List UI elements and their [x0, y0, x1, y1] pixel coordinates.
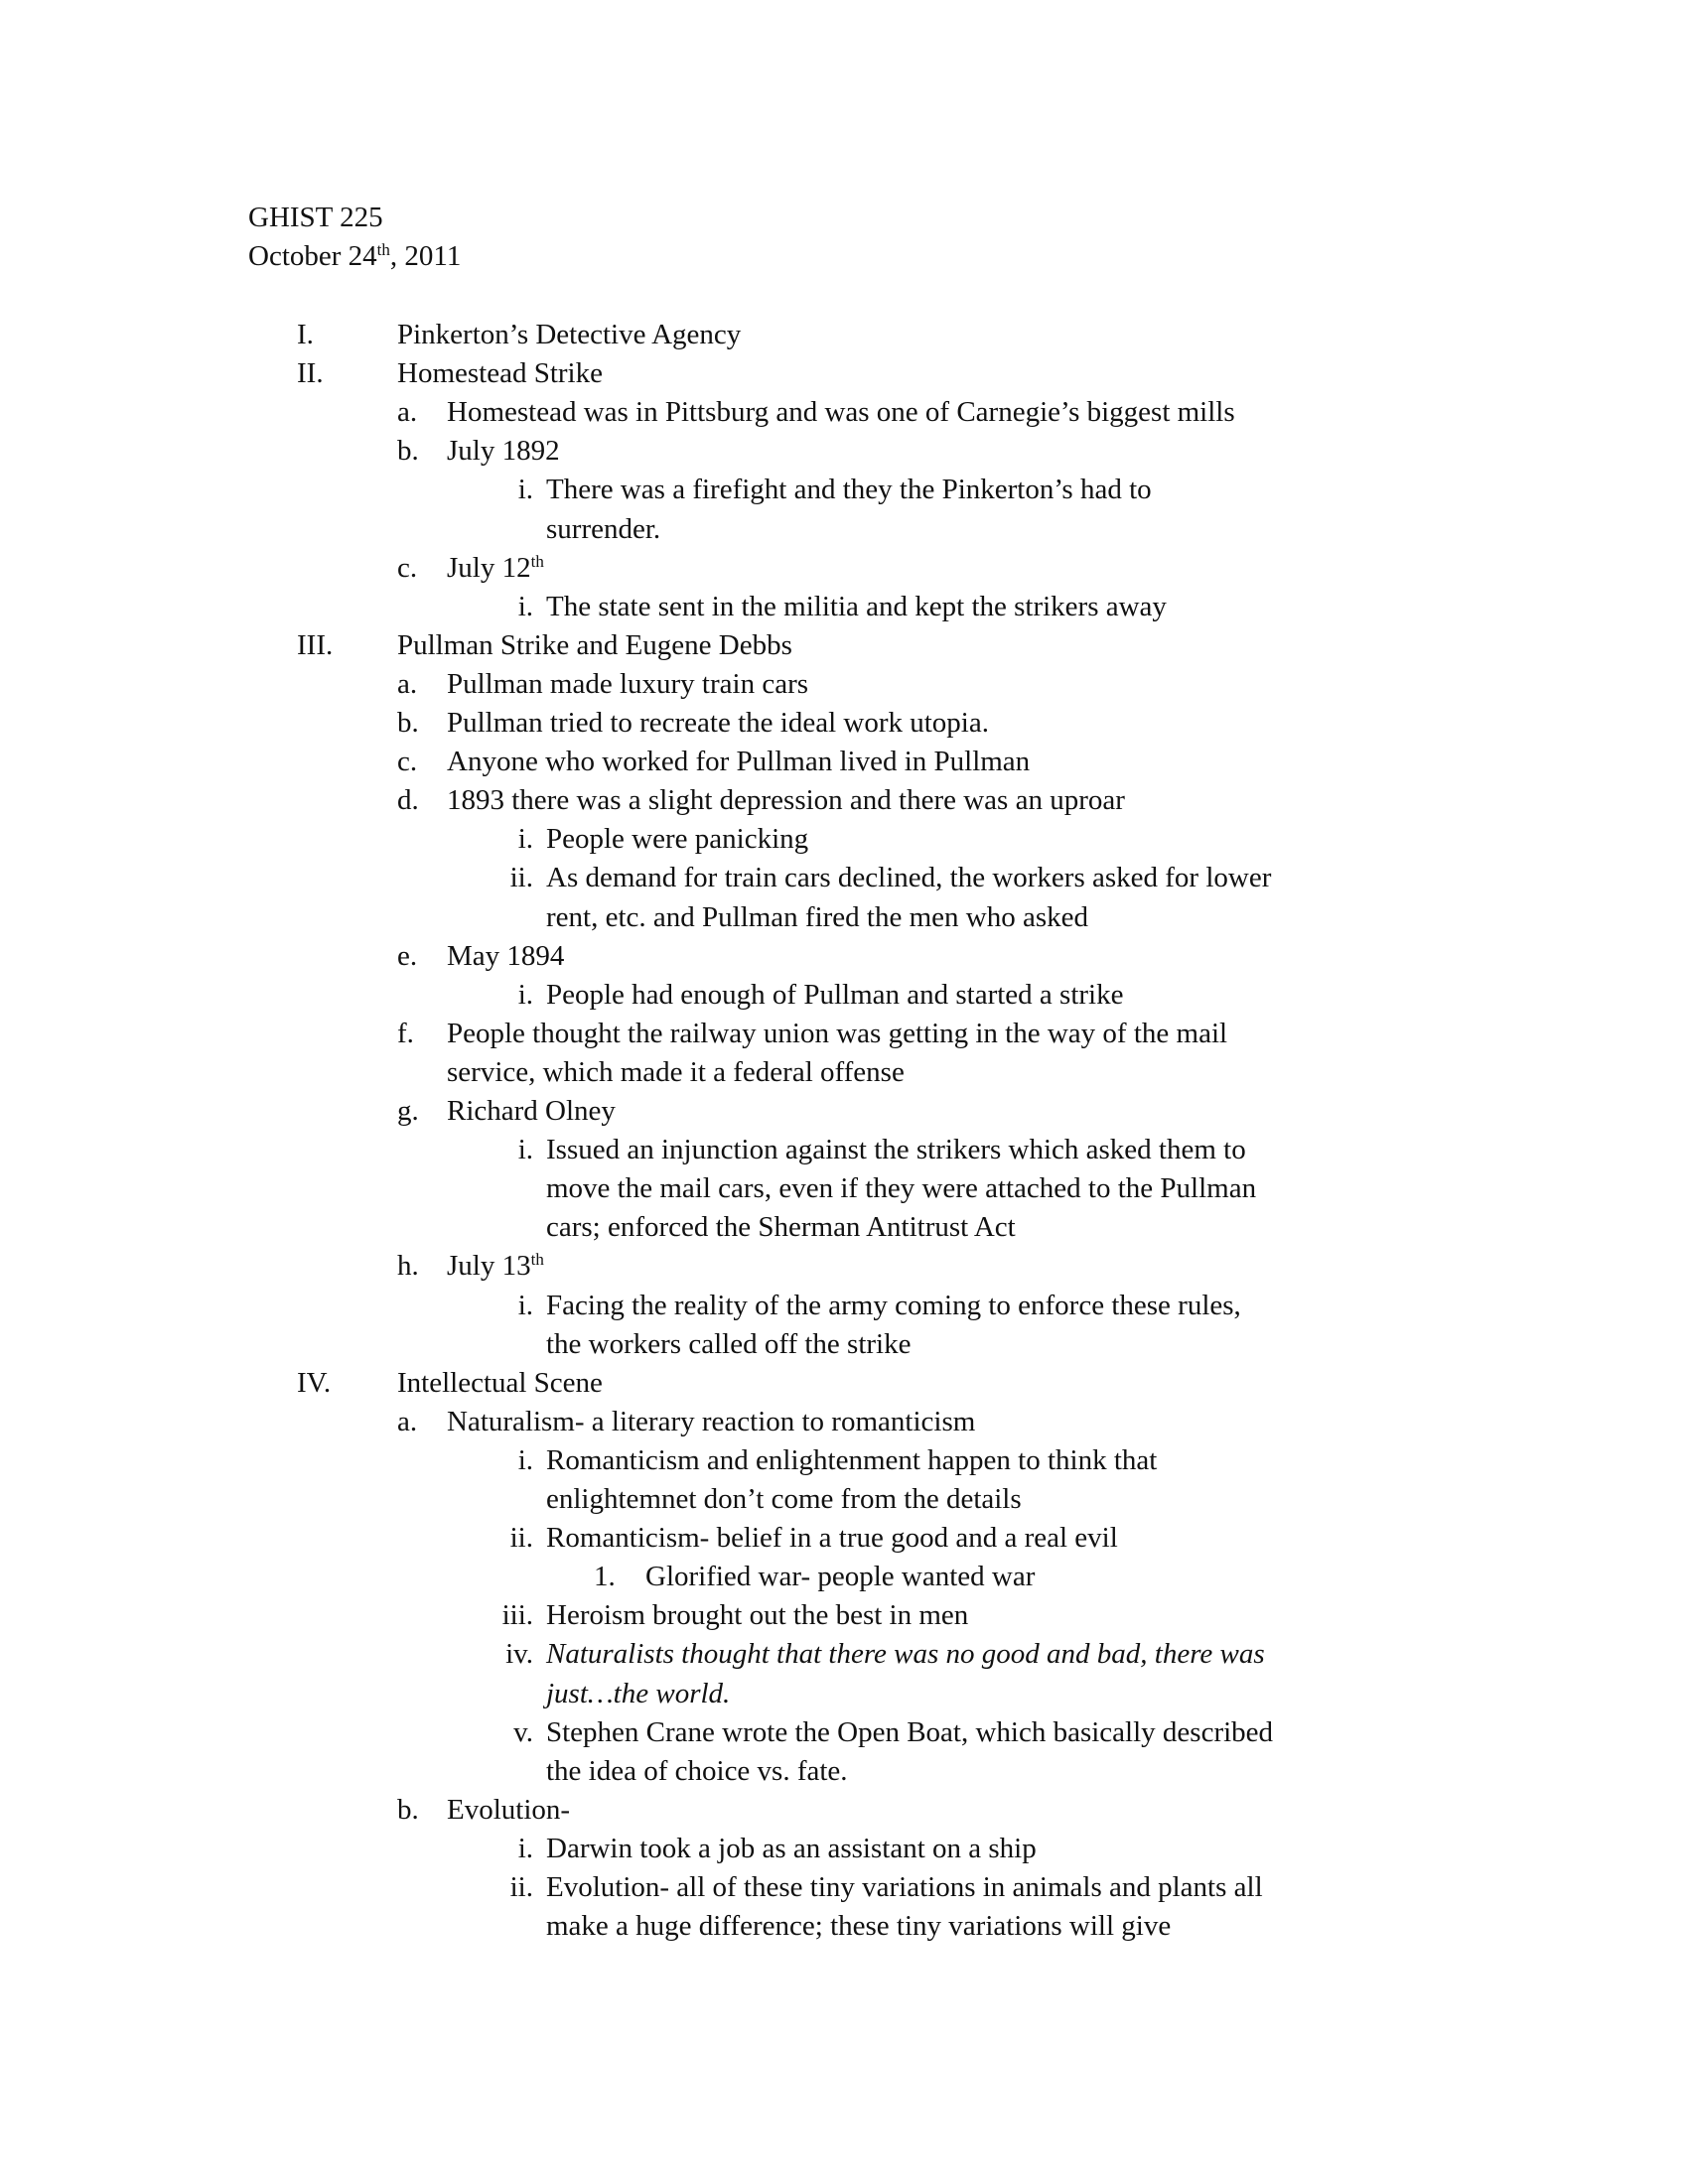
outline-text: Pinkerton’s Detective Agency [397, 319, 742, 350]
course-title: GHIST 225 [248, 202, 383, 233]
outline-marker: a. [397, 667, 418, 700]
outline-marker: iv. [505, 1638, 533, 1671]
outline-marker: i. [517, 1134, 533, 1166]
outline-text: Naturalists thought that there was no good and bad, there was [546, 1638, 1265, 1671]
outline-text: Darwin took a job as an assistant on a ship [546, 1832, 1037, 1864]
outline-text: May 1894 [447, 939, 565, 972]
lecture-date: October 24th, 2011 [248, 240, 462, 272]
outline-marker: v. [513, 1715, 533, 1748]
outline-text: Anyone who worked for Pullman lived in Pullman [447, 746, 1031, 778]
outline-marker: i. [517, 474, 533, 506]
outline-text: Romanticism and enlightenment happen to think that [546, 1443, 1158, 1476]
outline-text-continued: the idea of choice vs. fate. [546, 1754, 848, 1787]
outline-marker: i. [517, 1443, 533, 1476]
outline-text: Evolution- all of these tiny variations in animals and plants all [546, 1871, 1263, 1903]
outline-marker: ii. [509, 1522, 533, 1555]
outline-text-continued: make a huge difference; these tiny variations will give [546, 1910, 1172, 1943]
outline-text-continued: just…the world. [546, 1677, 731, 1709]
outline-text: Pullman Strike and Eugene Debbs [397, 628, 792, 661]
outline-marker: i. [517, 1832, 533, 1864]
outline-text: July 1892 [447, 435, 560, 468]
outline-text: People were panicking [546, 823, 809, 856]
outline-marker: g. [397, 1095, 419, 1127]
outline-marker: i. [517, 1289, 533, 1321]
outline-text: Intellectual Scene [397, 1366, 603, 1399]
outline-text: Richard Olney [447, 1095, 616, 1127]
outline-text: Homestead was in Pittsburg and was one of Carnegie’s biggest mills [447, 396, 1235, 429]
outline-marker: i. [517, 823, 533, 856]
outline-text: Pullman made luxury train cars [447, 667, 809, 700]
outline-text: July 13th [447, 1250, 544, 1283]
outline-text-continued: surrender. [546, 512, 661, 545]
outline-text-continued: cars; enforced the Sherman Antitrust Act [546, 1211, 1016, 1244]
outline-marker: c. [397, 551, 418, 584]
outline-marker: a. [397, 1405, 418, 1437]
outline-marker: c. [397, 746, 418, 778]
outline-text: As demand for train cars declined, the workers asked for lower [546, 862, 1272, 894]
outline-text: Glorified war- people wanted war [645, 1561, 1036, 1593]
outline-text: Issued an injunction against the strikers which asked them to [546, 1134, 1246, 1166]
outline-marker: b. [397, 435, 419, 468]
outline-text: 1893 there was a slight depression and there was an uproar [447, 784, 1125, 817]
outline-text-continued: enlightemnet don’t come from the details [546, 1483, 1022, 1515]
outline-text: The state sent in the militia and kept the strikers away [546, 590, 1167, 622]
outline-text: Naturalism- a literary reaction to romanticism [447, 1405, 976, 1437]
outline-marker: iii. [501, 1599, 533, 1632]
outline-text: Stephen Crane wrote the Open Boat, which basically described [546, 1715, 1274, 1748]
outline-text: There was a firefight and they the Pinkerton’s had to [546, 474, 1152, 506]
outline-text-continued: move the mail cars, even if they were attached to the Pullman [546, 1172, 1257, 1205]
outline-marker: IV. [297, 1366, 332, 1399]
outline-text: People had enough of Pullman and started a strike [546, 978, 1124, 1011]
outline-text: Facing the reality of the army coming to enforce these rules, [546, 1289, 1241, 1321]
outline-marker: II. [297, 357, 324, 390]
outline-text: Romanticism- belief in a true good and a real evil [546, 1522, 1118, 1555]
outline-marker: f. [397, 1017, 414, 1049]
outline-marker: ii. [509, 862, 533, 894]
outline-text-continued: rent, etc. and Pullman fired the men who asked [546, 900, 1089, 933]
outline-marker: h. [397, 1250, 419, 1283]
outline-marker: i. [517, 978, 533, 1011]
outline-text: Heroism brought out the best in men [546, 1599, 969, 1632]
outline-marker: I. [297, 319, 314, 350]
outline-text-continued: the workers called off the strike [546, 1327, 912, 1360]
outline-marker: a. [397, 396, 418, 429]
outline-marker: ii. [509, 1871, 533, 1903]
outline-text: Pullman tried to recreate the ideal work utopia. [447, 707, 989, 739]
outline-marker: b. [397, 707, 419, 739]
outline-text: Homestead Strike [397, 357, 603, 390]
outline-marker: d. [397, 784, 419, 817]
outline-marker: e. [397, 939, 418, 972]
outline-marker: i. [517, 590, 533, 622]
outline-text: People thought the railway union was getting in the way of the mail [447, 1017, 1228, 1049]
outline-marker: b. [397, 1793, 419, 1826]
outline-marker: III. [297, 628, 334, 661]
outline-text: July 12th [447, 551, 544, 584]
outline-text: Evolution- [447, 1793, 571, 1826]
outline-text-continued: service, which made it a federal offense [447, 1055, 905, 1088]
outline-marker: 1. [594, 1561, 616, 1593]
